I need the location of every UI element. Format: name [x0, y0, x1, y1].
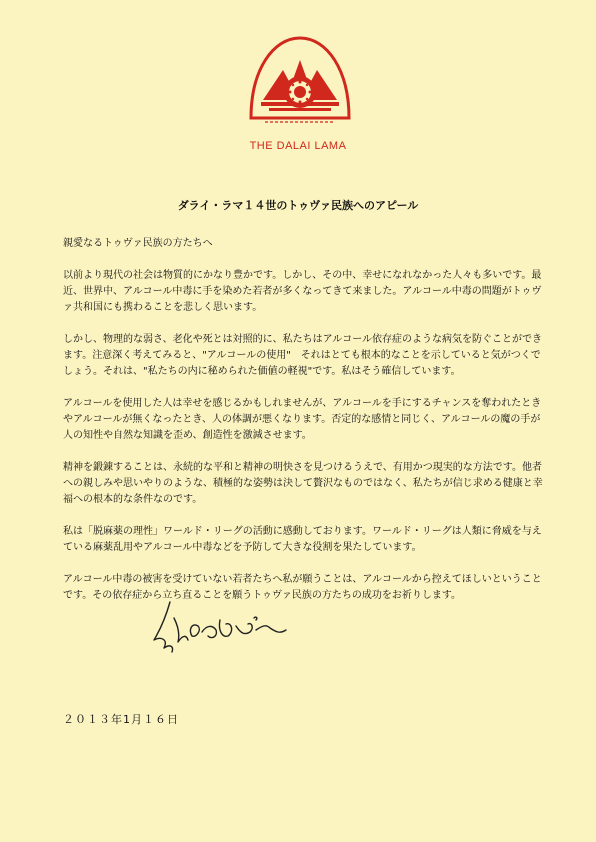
salutation: 親愛なるトゥヴァ民族の方たちへ — [63, 238, 213, 249]
document-title: ダライ・ラマ１４世のトゥヴァ民族へのアピール — [177, 199, 419, 212]
letter-body — [63, 236, 545, 620]
paragraph-5: 私は「脱麻薬の理性」ワールド・リーグの活動に感動しております。ワールド・リーグは人類に脅威を与えている麻薬乱用やアルコール中毒などを予防して大きな役割を果たしています。 — [63, 526, 542, 553]
letterhead-name: THE DALAI LAMA — [249, 140, 347, 152]
paragraph-4: 精神を鍛錬することは、永続的な平和と精神の明快さを見つけるうえで、有用かつ現実的な方法です。他者への親しみや思いやりのような、積極的な姿勢は決して贅沢なものではなく、私たちが信じ求める健康と幸福への根本的な条件なのです。 — [63, 462, 543, 505]
paragraph-2: しかし、物理的な弱さ、老化や死とは対照的に、私たちはアルコール依存症のような病気を防ぐことができます。注意深く考えてみると、"アルコールの使用" それはとても根本的なことを示していると気がつくでしょう。それは、"私たちの内に秘められた価値の軽視"です。私はそう確信しています。 — [63, 334, 542, 377]
letter-date: ２０１３年1月１６日 — [63, 713, 179, 726]
paragraph-1: 以前より現代の社会は物質的にかなり豊かです。しかし、その中、幸せになれなかった人々も多いです。最近、世界中、アルコール中毒に手を染めた若者が多くなってきて来ました。アルコール中毒の問題がトゥヴァ共和国にも携わることを悲しく思います。 — [63, 270, 542, 313]
handwritten-signature-icon — [148, 596, 308, 660]
dalai-lama-seal-icon — [243, 30, 357, 130]
paragraph-6: アルコール中毒の被害を受けていない若者たちへ私が願うことは、アルコールから控えてほしいということです。その依存症から立ち直ることを願うトゥヴァ民族の方たちの成功をお祈りします。 — [63, 574, 542, 601]
paragraph-3: アルコールを使用した人は幸せを感じるかもしれませんが、アルコールを手にするチャンスを奪われたときやアルコールが無くなったとき、人の体調が悪くなります。否定的な感情と同じく、アルコールの魔の手が人の知性や自然な知識を歪め、創造性を激減させます。 — [63, 398, 542, 441]
